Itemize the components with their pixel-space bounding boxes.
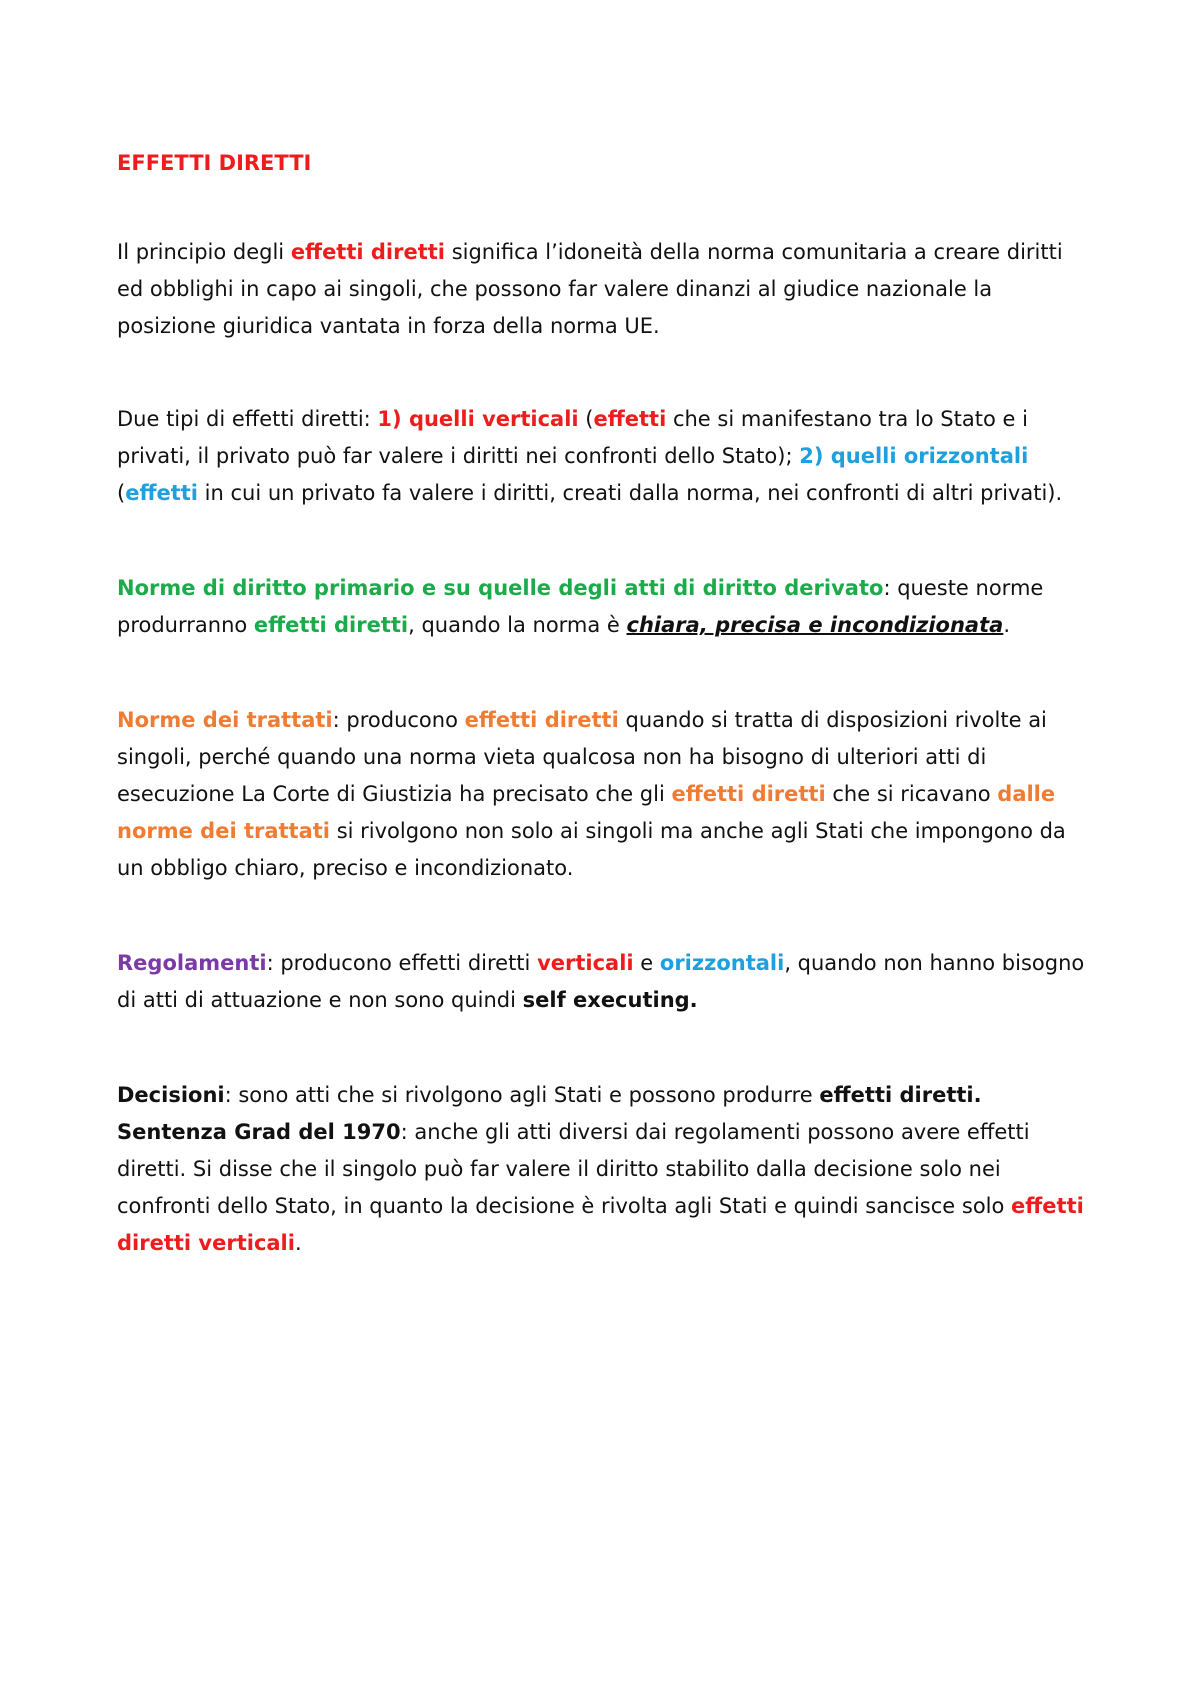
- text-segment: .: [294, 1231, 302, 1255]
- text-segment: significa l’idoneità della norma comunitaria a creare diritti ed obblighi in capo ai singoli, che possono far valere dinanzi al giudice nazionale la posizione giuridica vantata in forza della norma UE.: [117, 240, 1063, 338]
- text-segment: che si ricavano: [825, 782, 998, 806]
- paragraph-decisioni: [117, 1077, 1087, 1262]
- text-segment: : queste norme produrranno: [117, 576, 1044, 637]
- text-segment: in cui un privato fa valere i diritti, creati dalla norma, nei confronti di altri privati).: [197, 481, 1063, 505]
- text-segment: : producono effetti diretti: [266, 951, 538, 975]
- paragraph-norme-diritto: [117, 570, 1087, 644]
- highlight-orizzontali: 2) quelli orizzontali: [799, 444, 1029, 468]
- highlight-verticali: verticali: [537, 951, 634, 975]
- heading-sentenza-grad: Sentenza Grad del 1970: [117, 1120, 401, 1144]
- highlight-self-executing: self executing.: [522, 988, 698, 1012]
- highlight-verticali: 1) quelli verticali: [377, 407, 579, 431]
- text-segment: , quando non hanno bisogno di atti di attuazione e non sono quindi: [117, 951, 1085, 1012]
- text-segment: .: [1003, 613, 1010, 637]
- highlight-effetti-diretti: effetti diretti.: [819, 1083, 982, 1107]
- heading-regolamenti: Regolamenti: [117, 951, 267, 975]
- text-segment: che si manifestano tra lo Stato e i privati, il privato può far valere i diritti nei confronti dello Stato);: [117, 407, 1028, 468]
- document-body: [117, 145, 1087, 1262]
- highlight-effetti-diretti-verticali: effetti diretti verticali: [117, 1194, 1084, 1255]
- paragraph-principle: [117, 234, 1087, 345]
- paragraph-regolamenti: [117, 945, 1087, 1019]
- highlight-effetti-diretti: effetti diretti: [671, 782, 826, 806]
- text-segment: quando si tratta di disposizioni rivolte ai singoli, perché quando una norma vieta qualcosa non ha bisogno di ulteriori atti di esecuzione La Corte di Giustizia ha precisato che gli: [117, 708, 1047, 806]
- highlight-effetti-diretti: effetti diretti: [290, 240, 446, 264]
- document-title: EFFETTI DIRETTI: [117, 151, 312, 175]
- underlined-requirement: chiara, precisa e incondizionata: [626, 613, 1004, 637]
- highlight-norme-trattati: dalle norme dei trattati: [117, 782, 1056, 843]
- text-segment: , quando la norma è: [408, 613, 627, 637]
- heading-decisioni: Decisioni: [117, 1083, 225, 1107]
- text-segment: : sono atti che si rivolgono agli Stati e possono produrre: [224, 1083, 820, 1107]
- text-segment: (: [578, 407, 594, 431]
- text-segment: e: [633, 951, 660, 975]
- highlight-orizzontali: orizzontali: [659, 951, 785, 975]
- text-segment: Due tipi di effetti diretti:: [117, 407, 378, 431]
- text-segment: : producono: [332, 708, 465, 732]
- highlight-effetti: effetti: [593, 407, 667, 431]
- paragraph-norme-trattati: [117, 702, 1087, 887]
- highlight-effetti-diretti: effetti diretti: [253, 613, 409, 637]
- text-segment: si rivolgono non solo ai singoli ma anche agli Stati che impongono da un obbligo chiaro, preciso e incondizionato.: [117, 819, 1066, 880]
- text-segment: Il principio degli: [117, 240, 291, 264]
- highlight-effetti: effetti: [125, 481, 198, 505]
- text-segment: : anche gli atti diversi dai regolamenti possono avere effetti diretti. Si disse che il singolo può far valere il diritto stabilito dalla decisione solo nei confronti dello Stato, in quanto la decisione è rivolta agli Stati e quindi sancisce solo: [117, 1120, 1030, 1218]
- heading-norme-diritto: Norme di diritto primario e su quelle degli atti di diritto derivato: [117, 576, 884, 600]
- heading-norme-trattati: Norme dei trattati: [117, 708, 333, 732]
- text-segment: (: [117, 481, 126, 505]
- paragraph-types: [117, 401, 1087, 512]
- highlight-effetti-diretti: effetti diretti: [464, 708, 619, 732]
